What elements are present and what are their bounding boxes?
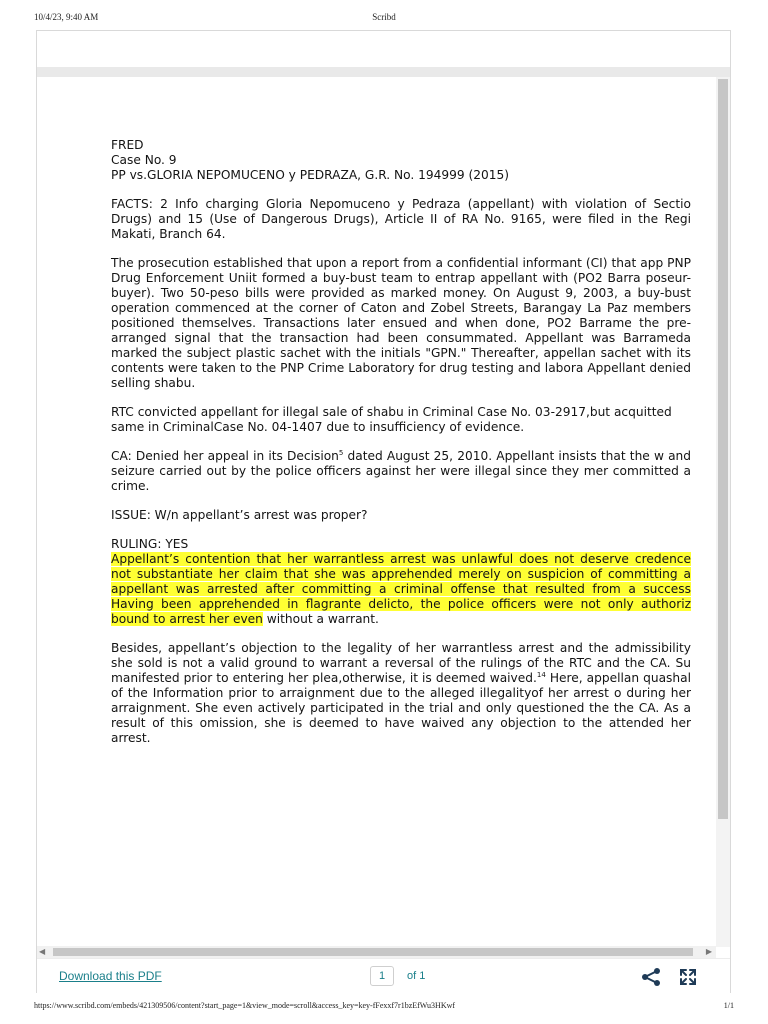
besides-text-end: Here, appellan quashal of the Information prior to arraignment due to the alleged illegalityof her arrest o during her arraignment. She even actively participated in the trial and only questioned the the CA. As a result of this omission, she is deemed to have waived any objection to the attended her arrest.: [111, 671, 691, 745]
page-number-input[interactable]: 1: [370, 966, 394, 986]
rtc-paragraph: RTC convicted appellant for illegal sale of shabu in Criminal Case No. 03-2917,but acquitted same in CriminalCase No. 04-1407 due to insufficiency of evidence.: [111, 405, 672, 434]
horizontal-scrollbar[interactable]: [37, 946, 716, 958]
facts-paragraph: FACTS: 2 Info charging Gloria Nepomuceno y Pedraza (appellant) with violation of Sectio Drugs) and 15 (Use of Dangerous Drugs), Article II of RA No. 9165, were filed in the Regi Makati, Branch 64.: [111, 197, 691, 241]
ca-footnote-ref: 5: [338, 448, 344, 457]
scroll-left-arrow-icon[interactable]: ◀: [39, 947, 46, 956]
print-page-count: 1/1: [723, 1001, 734, 1010]
share-icon[interactable]: [640, 967, 662, 987]
ruling-text-end: without a warrant.: [262, 612, 379, 626]
page-total-label: of 1: [407, 970, 426, 982]
scroll-right-arrow-icon[interactable]: ▶: [705, 947, 712, 956]
viewer-toolbar: [37, 958, 730, 993]
ruling-paragraph: [111, 552, 691, 627]
ruling-label: RULING: YES: [111, 537, 189, 551]
issue-paragraph: ISSUE: W/n appellant’s arrest was proper?: [111, 508, 368, 522]
doc-author: FRED: [111, 138, 144, 152]
ruling-highlighted-text: Appellant’s contention that her warrantless arrest was unlawful does not deserve credence not substantiate her claim that she was apprehended merely on suspicion of committing a appellant was arrested after committing a criminal offense that resulted from a success Having been apprehended in flagrante delicto, the police officers were not only authoriz bound to arrest her even: [111, 552, 691, 626]
besides-text-start: Besides, appellant’s objection to the legality of her warrantless arrest and the admissibility she sold is not a valid ground to warrant a reversal of the rulings of the RTC and the CA. Su manifested prior to entering her plea,otherwise, it is deemed waived.: [111, 641, 691, 685]
document-page: [111, 138, 691, 746]
fullscreen-icon[interactable]: [678, 967, 698, 987]
print-url: https://www.scribd.com/embeds/421309506/content?start_page=1&view_mode=scroll&access_key=key-fFexxf7r1bzEfWu3HKwf: [34, 1001, 456, 1010]
ca-paragraph: [111, 449, 691, 494]
print-footer: [0, 998, 768, 1024]
vertical-scrollbar[interactable]: [716, 77, 730, 947]
download-pdf-link[interactable]: Download this PDF: [59, 969, 162, 983]
horizontal-scroll-thumb[interactable]: [53, 948, 693, 956]
print-header: [0, 0, 768, 30]
besides-paragraph: [111, 641, 691, 746]
besides-footnote-ref: 14: [536, 670, 546, 679]
doc-case-title: PP vs.GLORIA NEPOMUCENO y PEDRAZA, G.R. No. 194999 (2015): [111, 168, 510, 182]
ca-text-end: dated August 25, 2010. Appellant insists that the w and seizure carried out by the police officers against her were illegal since they mer committed a crime.: [111, 449, 691, 493]
prosecution-paragraph: The prosecution established that upon a report from a confidential informant (CI) that app PNP Drug Enforcement Uniit formed a buy-bust team to entrap appellant with (PO2 Barra poseur-buyer). Two 50-peso bills were provided as marked money. On August 9, 2003, a buy-bust operation commenced at the corner of Caton and Zobel Streets, Barangay La Paz members positioned themselves. Transactions later ensued and when done, PO2 Barrame the pre-arranged signal that the transaction had been consummated. Appellant was Barrameda marked the subject plastic sachet with the initials "GPN." Thereafter, appellan sachet with its contents were taken to the PNP Crime Laboratory for drug testing and labora Appellant denied selling shabu.: [111, 256, 691, 390]
viewer-top-strip: [37, 67, 730, 77]
doc-case-number: Case No. 9: [111, 153, 177, 167]
ca-text-start: CA: Denied her appeal in its Decision: [111, 449, 339, 463]
vertical-scroll-thumb[interactable]: [718, 79, 728, 819]
print-datetime: 10/4/23, 9:40 AM: [34, 12, 99, 22]
print-title: Scribd: [372, 12, 396, 22]
